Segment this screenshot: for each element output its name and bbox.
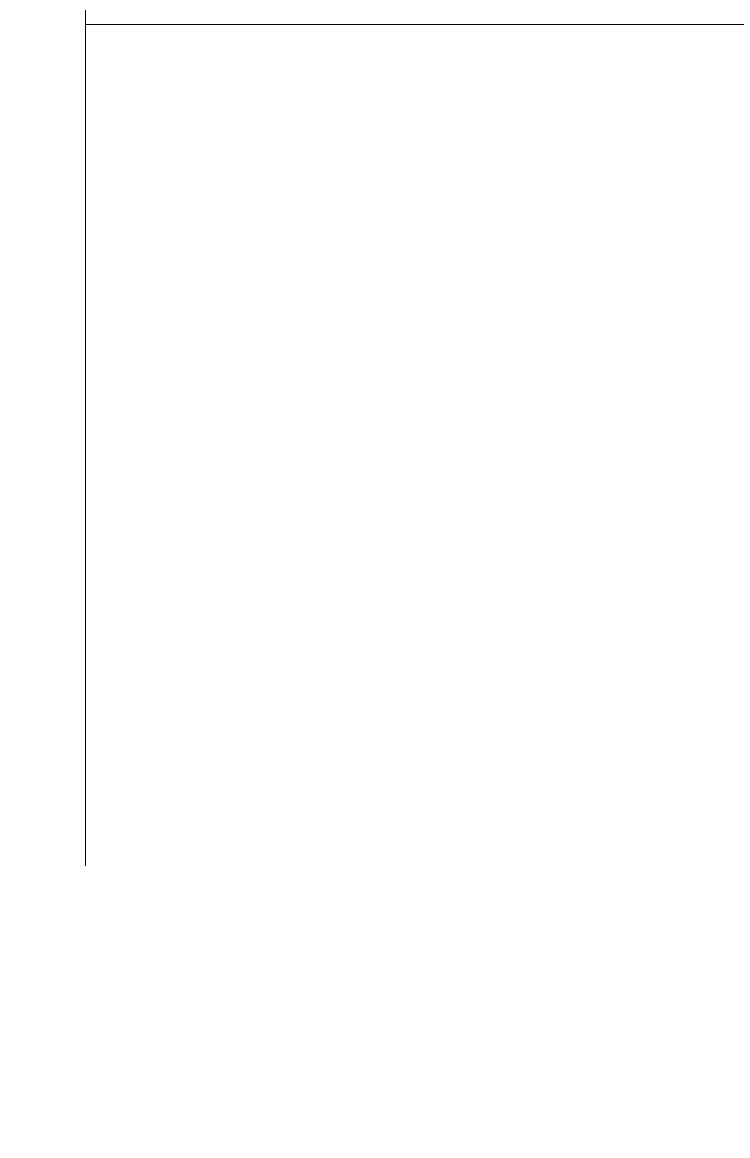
- chart-header: [0, 0, 750, 4]
- plot-area: [85, 10, 744, 866]
- chart-container: [0, 10, 750, 866]
